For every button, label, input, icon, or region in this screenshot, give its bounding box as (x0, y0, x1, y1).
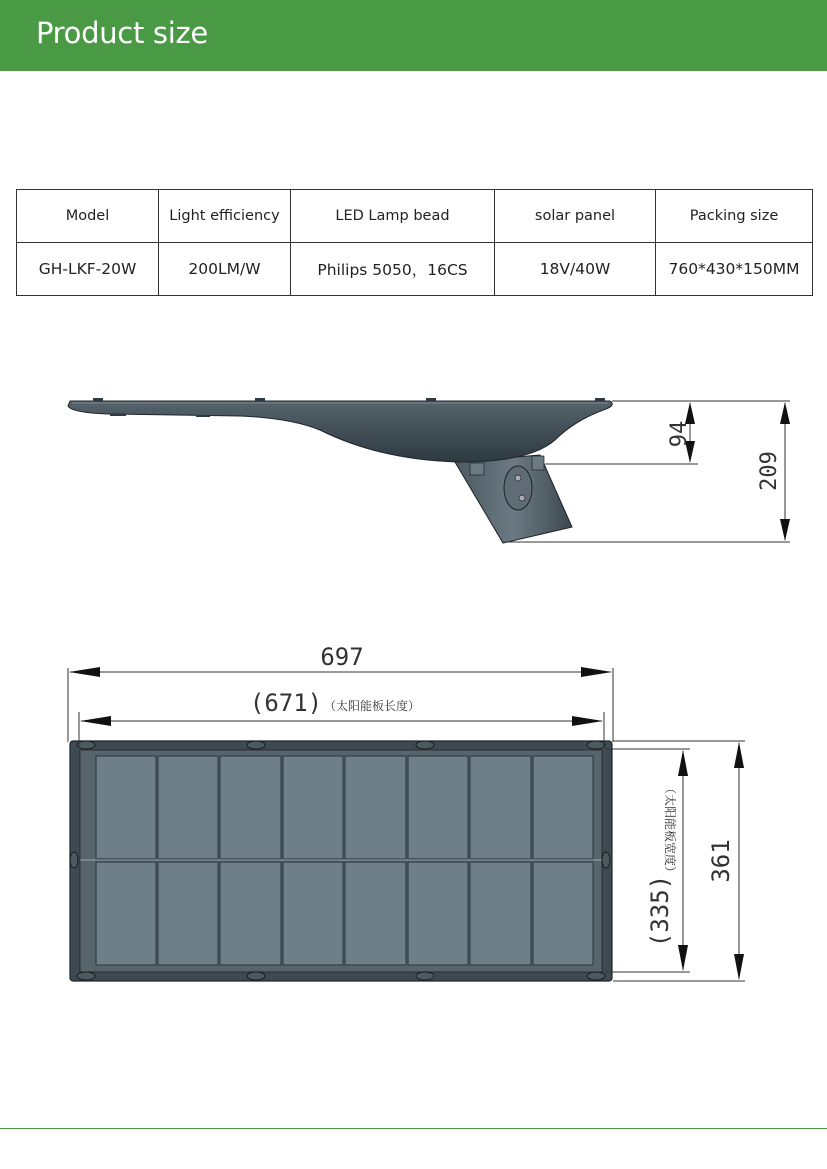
lamp-body (68, 401, 612, 462)
page-title: Product size (36, 16, 208, 50)
header-packing-size: Packing size (656, 190, 813, 243)
footer-divider (0, 1128, 827, 1129)
arm-bracket (504, 466, 532, 510)
value-solar-panel: 18V/40W (495, 243, 656, 296)
value-light-efficiency: 200LM/W (159, 243, 291, 296)
dim-total-height: 209 (757, 451, 782, 491)
panel-length-note: （太阳能板长度） (323, 699, 421, 713)
side-view-drawing (68, 398, 790, 543)
header-led-lamp-bead: LED Lamp bead (291, 190, 495, 243)
dim-total-width: 361 (707, 839, 735, 883)
value-packing-size: 760*430*150MM (656, 243, 813, 296)
value-led-lamp-bead: Philips 5050，16CS (291, 243, 495, 296)
dim-panel-width: (335) (646, 874, 674, 948)
dim-panel-length: (671) (249, 689, 323, 717)
dim-total-length: 697 (320, 643, 364, 671)
header-solar-panel: solar panel (495, 190, 656, 243)
top-view-drawing (68, 643, 745, 981)
panel-width-note: （太阳能板宽度） (663, 781, 677, 879)
header-light-efficiency: Light efficiency (159, 190, 291, 243)
header-model: Model (17, 190, 159, 243)
dim-head-height: 94 (667, 420, 692, 448)
value-model: GH-LKF-20W (17, 243, 159, 296)
